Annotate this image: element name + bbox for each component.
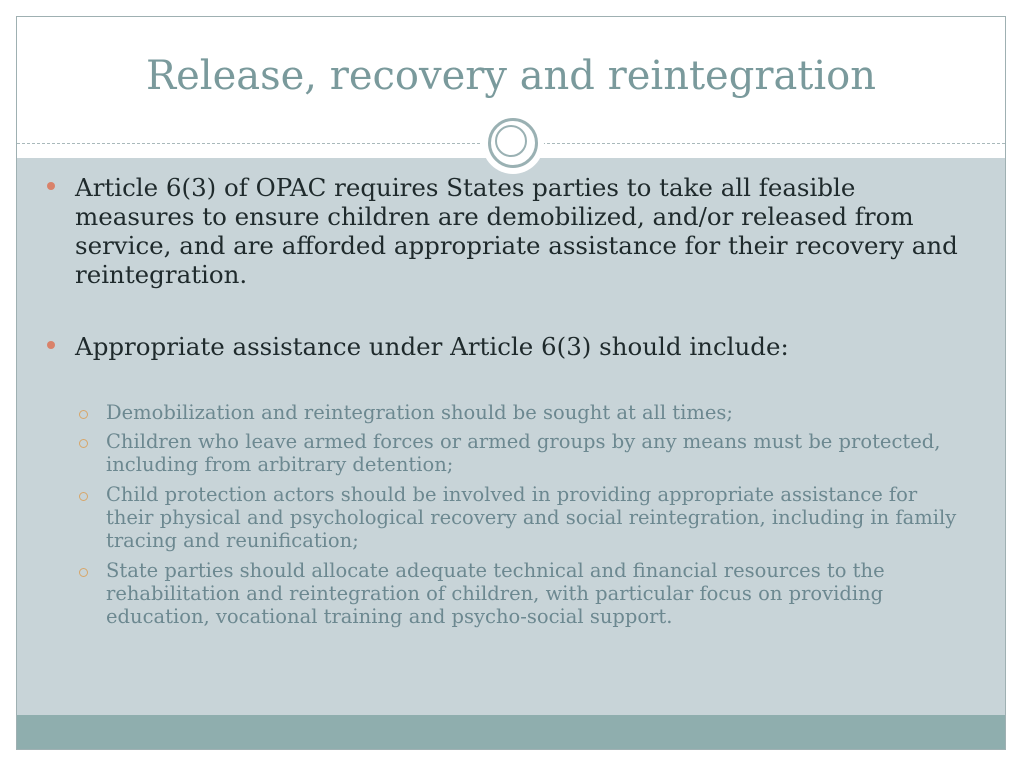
footer-bar xyxy=(17,715,1005,749)
sub-bullet-circle-icon xyxy=(79,492,88,501)
sub-bullet-circle-icon xyxy=(79,410,88,419)
bullet-item: Appropriate assistance under Article 6(3) should include: xyxy=(75,332,789,361)
sub-bullet-item: State parties should allocate adequate technical and financial resources to the rehabilitation and reintegration of children, with particular focus on providing education, vocational training and psycho-social support. xyxy=(106,559,885,628)
bullet-dot-icon xyxy=(47,182,55,190)
bullet-dot-icon xyxy=(47,341,55,349)
sub-bullet-circle-icon xyxy=(79,568,88,577)
bullet-item: Article 6(3) of OPAC requires States parties to take all feasible measures to ensure children are demobilized, and/or released from service, and are afforded appropriate assistance for their recovery and reintegration. xyxy=(75,173,958,289)
sub-bullet-item: Children who leave armed forces or armed groups by any means must be protected, including from arbitrary detention; xyxy=(106,430,941,476)
ornament-inner-ring-icon xyxy=(495,125,527,157)
sub-bullet-item: Demobilization and reintegration should be sought at all times; xyxy=(106,401,733,424)
slide xyxy=(16,16,1006,750)
slide-title: Release, recovery and reintegration xyxy=(145,53,877,99)
sub-bullet-circle-icon xyxy=(79,439,88,448)
sub-bullet-item: Child protection actors should be involved in providing appropriate assistance for their physical and psychological recovery and social reintegration, including in family tracing and reunification; xyxy=(106,483,957,552)
